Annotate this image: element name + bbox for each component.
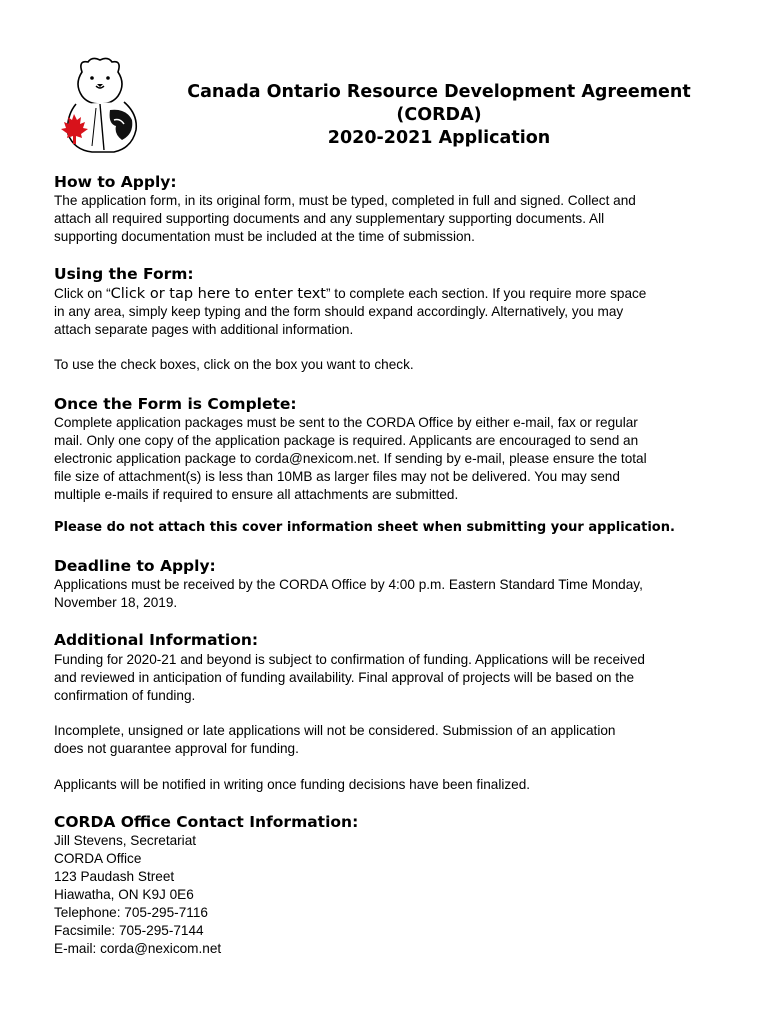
text-line: multiple e-mails if required to ensure all attachments are submitted. [54,487,459,502]
text-line: does not guarantee approval for funding. [54,741,299,756]
document-title-line3: 2020-2021 Application [327,128,551,148]
text-line: and reviewed in anticipation of funding availability. Final approval of projects will be based on the [54,670,635,685]
text-line: attach all required supporting documents and any supplementary supporting documents. All [54,211,605,226]
text-line: November 18, 2019. [54,595,178,610]
placeholder-text-sample: Click or tap here to enter text [110,286,326,302]
text-line: Incomplete, unsigned or late applications will not be considered. Submission of an application [54,723,616,738]
text-fragment: Click on “ [54,286,111,301]
additional-info-heading: Additional Information: [54,631,259,649]
contact-details [54,832,734,958]
text-line: attach separate pages with additional information. [54,322,354,337]
checkbox-note: To use the check boxes, click on the box you want to check. [54,357,414,372]
text-line: supporting documentation must be included at the time of submission. [54,229,475,244]
deadline-paragraph [54,576,734,612]
deadline-heading: Deadline to Apply: [54,557,216,575]
contact-office: CORDA Office [54,851,142,866]
text-line: file size of attachment(s) is less than 10MB as larger files may not be delivered. You may send [54,469,620,484]
corda-logo-icon [52,54,150,154]
text-line: electronic application package to corda@nexicom.net. If sending by e-mail, please ensure the total [54,451,647,466]
text-line: mail. Only one copy of the application package is required. Applicants are encouraged to send an [54,433,639,448]
text-line: Funding for 2020-21 and beyond is subject to confirmation of funding. Applications will be received [54,652,645,667]
once-complete-paragraph [54,414,734,504]
contact-heading: CORDA Office Contact Information: [54,813,359,831]
document-title-line1: Canada Ontario Resource Development Agreement [187,82,691,102]
using-form-paragraph [54,285,734,339]
additional-info-paragraph-3: Applicants will be notified in writing once funding decisions have been finalized. [54,777,531,792]
additional-info-paragraph-2 [54,722,734,758]
additional-info-paragraph-1 [54,651,734,705]
how-to-apply-heading: How to Apply: [54,173,177,191]
cover-sheet-warning: Please do not attach this cover information sheet when submitting your application. [54,520,675,535]
text-line: confirmation of funding. [54,688,196,703]
text-line [54,285,734,303]
text-line: Applications must be received by the CORDA Office by 4:00 p.m. Eastern Standard Time Monday, [54,577,643,592]
once-complete-heading: Once the Form is Complete: [54,395,297,413]
contact-telephone: Telephone: 705-295-7116 [54,905,208,920]
contact-city: Hiawatha, ON K9J 0E6 [54,887,194,902]
using-form-heading: Using the Form: [54,265,194,283]
contact-street: 123 Paudash Street [54,869,175,884]
contact-name: Jill Stevens, Secretariat [54,833,197,848]
document-title-line2: (CORDA) [396,105,482,125]
text-line: The application form, in its original form, must be typed, completed in full and signed. Collect and [54,193,636,208]
contact-fax: Facsimile: 705-295-7144 [54,923,204,938]
contact-email: E-mail: corda@nexicom.net [54,941,222,956]
text-line: in any area, simply keep typing and the form should expand accordingly. Alternatively, you may [54,304,624,319]
text-line: Complete application packages must be sent to the CORDA Office by either e-mail, fax or regular [54,415,638,430]
how-to-apply-paragraph [54,192,734,246]
text-fragment: ” to complete each section. If you require more space [326,286,647,301]
